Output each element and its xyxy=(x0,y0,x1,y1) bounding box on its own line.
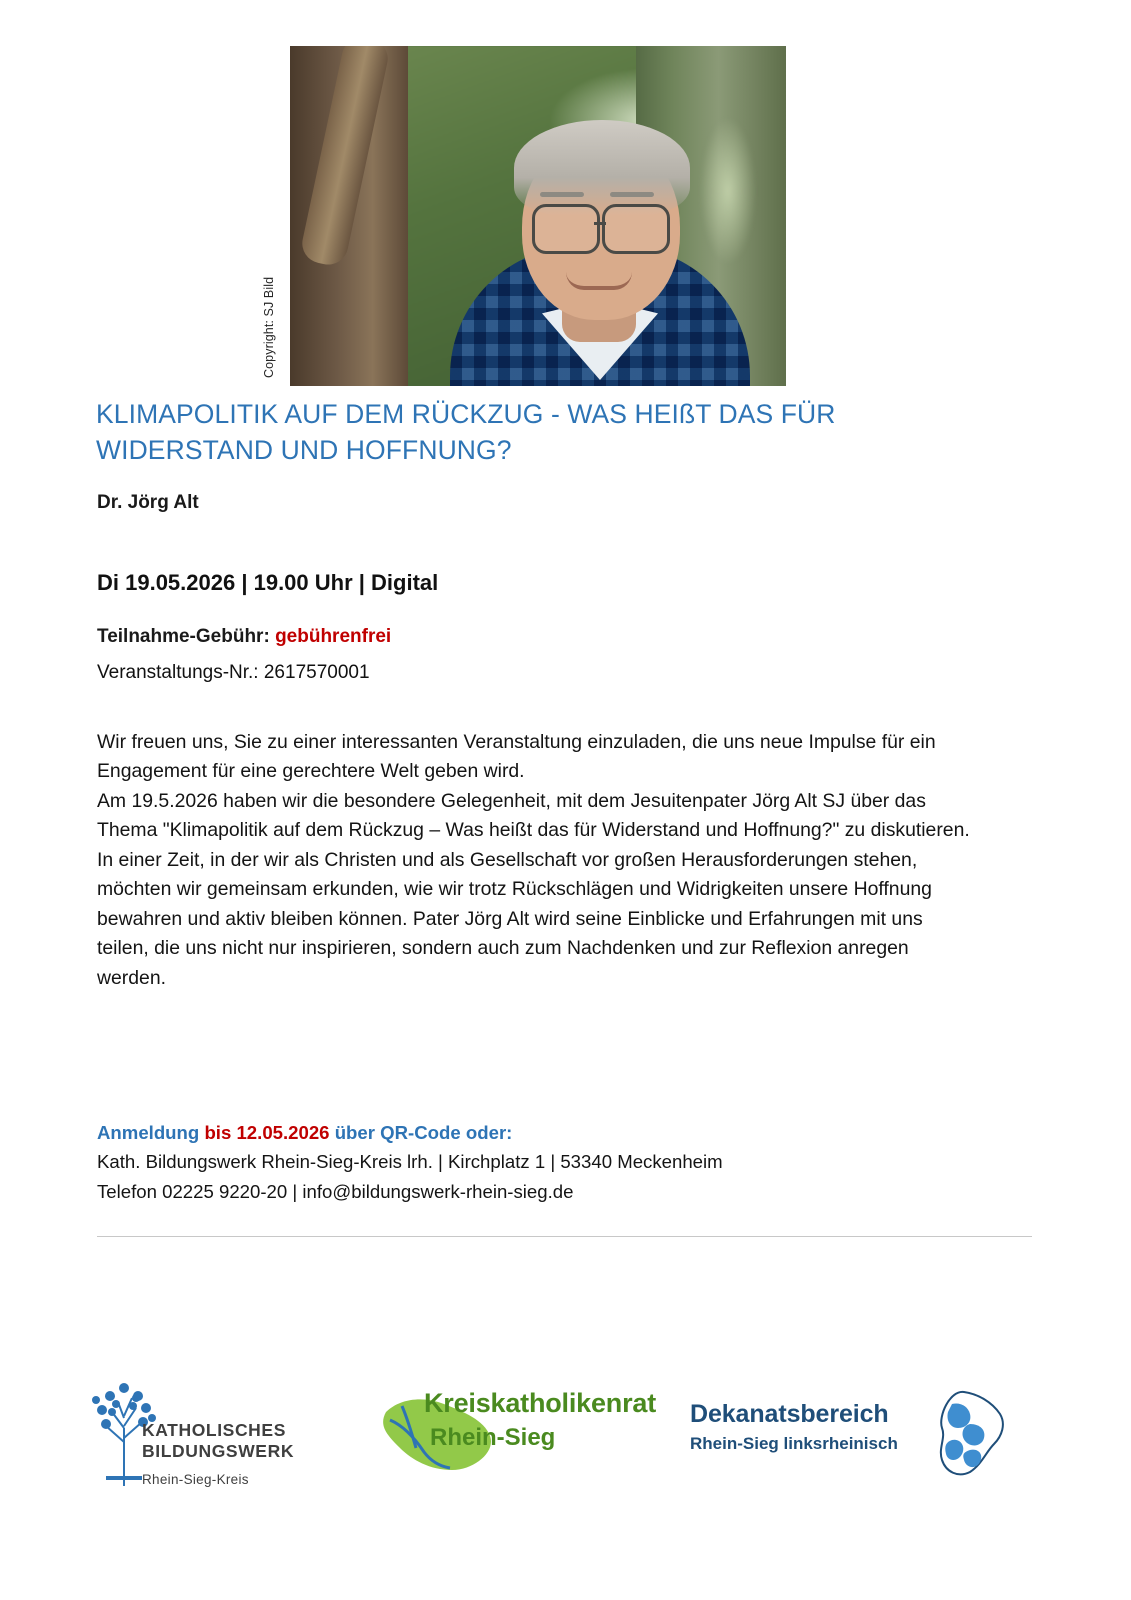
description-paragraph: In einer Zeit, in der wir als Christen und als Gesellschaft vor großen Herausforderungen stehen, möchten wir gemeinsam erkunden, wie wir trotz Rückschlägen und Widrigkeiten unsere Hoffnung bewahren und aktiv bleiben können. Pater Jörg Alt wird seine Einblicke und Erfahrungen mit uns teilen, die uns nicht nur inspirieren, sondern auch zum Nachdenken und zur Reflexion anregen werden. xyxy=(97,848,932,989)
logo-dekanatsbereich-line1: Dekanatsbereich xyxy=(690,1400,889,1428)
footer-divider xyxy=(97,1236,1032,1237)
registration-block xyxy=(97,1118,997,1206)
event-number: Veranstaltungs-Nr.: 2617570001 xyxy=(97,662,370,683)
photo-copyright: Copyright: SJ Bild xyxy=(262,276,276,378)
logo-bildungswerk-sub: Rhein-Sieg-Kreis xyxy=(142,1472,249,1487)
description-paragraph: Am 19.5.2026 haben wir die besondere Gelegenheit, mit dem Jesuitenpater Jörg Alt SJ über das Thema "Klimapolitik auf dem Rückzug – Was heißt das für Widerstand und Hoffnung?" zu diskutieren. xyxy=(97,789,970,842)
eyebrow-left xyxy=(540,192,584,197)
logo-bildungswerk-text xyxy=(142,1420,294,1461)
event-datetime: Di 19.05.2026 | 19.00 Uhr | Digital xyxy=(97,570,439,595)
mouth xyxy=(566,272,632,290)
footer-logos xyxy=(0,1368,1131,1548)
hair xyxy=(514,120,690,216)
registration-contact: Telefon 02225 9220-20 | info@bildungswerk-rhein-sieg.de xyxy=(97,1180,574,1202)
glasses-lens-right xyxy=(602,204,670,254)
glasses-lens-left xyxy=(532,204,600,254)
map-dekanat-icon xyxy=(912,1388,1008,1480)
logo-bildungswerk-line1: KATHOLISCHES xyxy=(142,1420,286,1440)
fee-label: Teilnahme-Gebühr: xyxy=(97,626,276,647)
logo-dekanatsbereich xyxy=(690,1392,1010,1502)
registration-address: Kath. Bildungswerk Rhein-Sieg-Kreis lrh. | Kirchplatz 1 | 53340 Meckenheim xyxy=(97,1151,723,1173)
logo-katholisches-bildungswerk xyxy=(80,1368,330,1518)
page-title: KLIMAPOLITIK AUF DEM RÜCKZUG - WAS HEIßT DAS FÜR WIDERSTAND UND HOFFNUNG? xyxy=(96,399,836,466)
registration-suffix: über QR-Code oder: xyxy=(329,1122,513,1143)
participation-fee xyxy=(97,626,391,648)
speaker-photo xyxy=(290,46,786,386)
eyebrow-right xyxy=(610,192,654,197)
registration-headline xyxy=(97,1118,997,1147)
registration-deadline: bis 12.05.2026 xyxy=(204,1122,330,1143)
moss-highlight xyxy=(688,86,768,296)
logo-kreiskatholikenrat xyxy=(372,1380,672,1490)
registration-prefix: Anmeldung xyxy=(97,1122,205,1143)
speaker-name: Dr. Jörg Alt xyxy=(97,492,199,513)
logo-bildungswerk-line2: BILDUNGSWERK xyxy=(142,1440,295,1461)
logo-kreiskatholikenrat-line1: Kreiskatholikenrat xyxy=(424,1388,656,1418)
portrait-image xyxy=(290,46,786,386)
description-paragraph: Wir freuen uns, Sie zu einer interessanten Veranstaltung einzuladen, die uns neue Impulse für ein Engagement für eine gerechtere Welt geben wird. xyxy=(97,731,936,783)
fee-value: gebührenfrei xyxy=(275,626,392,647)
logo-dekanatsbereich-line2: Rhein-Sieg linksrheinisch xyxy=(690,1434,898,1453)
qr-code-grid xyxy=(775,541,923,689)
logo-kreiskatholikenrat-line2: Rhein-Sieg xyxy=(430,1424,556,1451)
description-text xyxy=(97,728,977,993)
glasses-bridge xyxy=(594,222,606,225)
qr-code-anmeldung[interactable] xyxy=(775,541,923,689)
